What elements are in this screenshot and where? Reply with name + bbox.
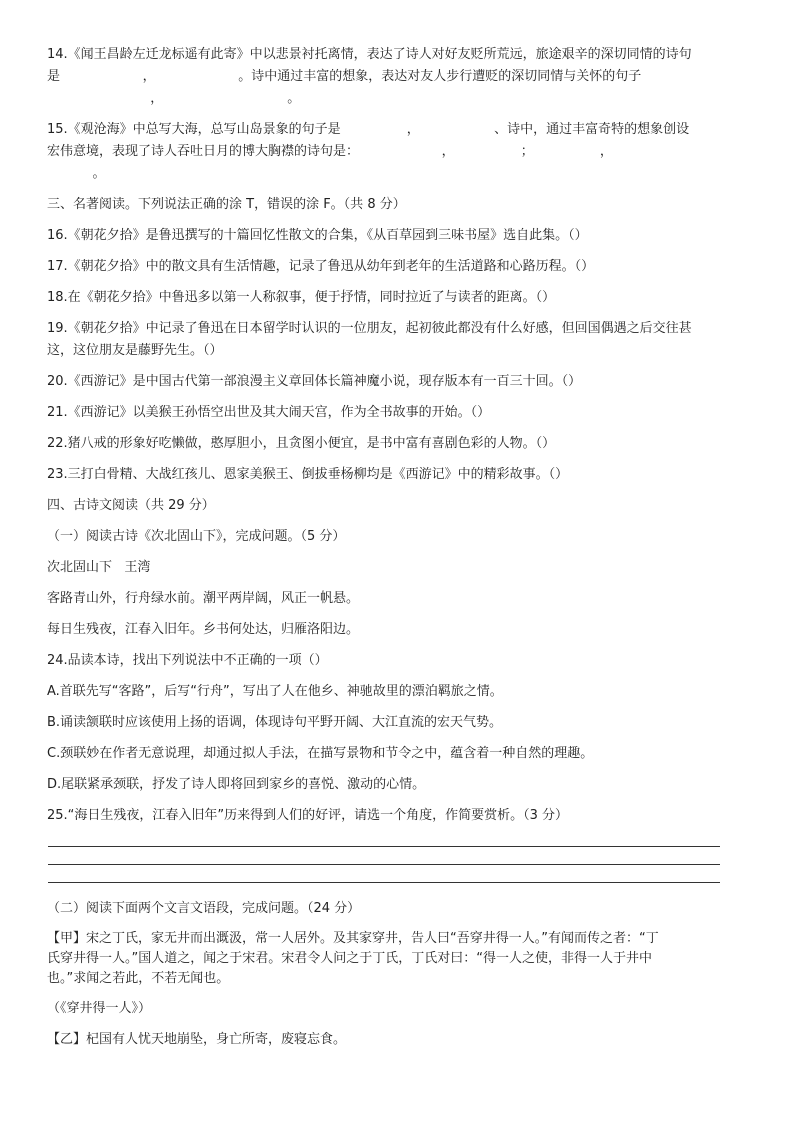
yi-text: 【乙】杞国有人忧天地崩坠，身亡所寄，废寝忘食。	[47, 1032, 347, 1047]
q24: 24.品读本诗，找出下列说法中不正确的一项（）	[47, 653, 328, 668]
exam-page	[47, 44, 747, 827]
poem-line: 每日生残夜，江春入旧年。乡书何处达，归雁洛阳边。	[47, 622, 360, 637]
q24-option-b: B.诵读颔联时应该使用上扬的语调，体现诗句平野开阔、大江直流的宏天气势。	[47, 715, 503, 730]
q21: 21.《西游记》以美猴王孙悟空出世及其大闹天宫，作为全书故事的开始。（）	[47, 405, 491, 420]
q14-line3: ， 。	[47, 91, 301, 106]
q24-option-c: C.颈联妙在作者无意说理，却通过拟人手法，在描写景物和节令之中，蕴含着一种自然的理趣。	[47, 746, 594, 761]
jia-line3: 也。”求闻之若此，不若无闻也。	[47, 971, 230, 986]
answer-line	[48, 882, 720, 883]
q15-line3: 。	[47, 166, 106, 181]
q23: 23.三打白骨精、大战红孩儿、恩家美猴王、倒拔垂杨柳均是《西游记》中的精彩故事。（）	[47, 467, 569, 482]
q17: 17.《朝花夕拾》中的散文具有生活情趣，记录了鲁迅从幼年到老年的生活道路和心路历程。（）	[47, 259, 595, 274]
poem-title: 次北固山下 王湾	[47, 560, 151, 575]
section4-heading: 四、古诗文阅读（共 29 分）	[47, 498, 215, 513]
q15-line2: 宏伟意境，表现了诗人吞吐日月的博大胸襟的诗句是： ， ； ，	[47, 144, 613, 159]
jia-line1: 【甲】宋之丁氏，家无井而出溉汲，常一人居外。及其家穿井，告人曰“吾穿井得一人。”有闻而传之者：“丁	[47, 931, 659, 946]
q22: 22.猪八戒的形象好吃懒做，憨厚胆小，且贪图小便宜，是书中富有喜剧色彩的人物。（）	[47, 436, 556, 451]
q24-option-d: D.尾联紧承颈联，抒发了诗人即将回到家乡的喜悦、激动的心情。	[47, 777, 426, 792]
q15-line1: 15.《观沧海》中总写大海，总写山岛景象的句子是 ， 、诗中，通过丰富奇特的想象创设	[47, 122, 690, 137]
q25: 25.“海日生残夜，江春入旧年”历来得到人们的好评，请选一个角度，作简要赏析。（3 分）	[47, 808, 569, 823]
q14-line2: 是 ， 。诗中通过丰富的想象，表达对友人步行遭贬的深切同情与关怀的句子	[47, 69, 642, 84]
jia-line2: 氏穿井得一人。”国人道之，闻之于宋君。宋君令人问之于丁氏，丁氏对曰：“得一人之使，非得一人于井中	[47, 951, 652, 966]
section4-sub1: （一）阅读古诗《次北固山下》，完成问题。（5 分）	[47, 529, 346, 544]
classical-section	[47, 898, 747, 1051]
jia-source: （《穿井得一人》）	[47, 1001, 152, 1016]
section4-sub2: （二）阅读下面两个文言文语段，完成问题。（24 分）	[47, 901, 361, 916]
answer-line	[48, 864, 720, 865]
q24-option-a: A.首联先写“客路”，后写“行舟”，写出了人在他乡、神驰故里的漂泊羁旅之情。	[47, 684, 503, 699]
poem-line: 客路青山外，行舟绿水前。潮平两岸阔，风正一帆悬。	[47, 591, 360, 606]
answer-line	[48, 846, 720, 847]
q16: 16.《朝花夕拾》是鲁迅撰写的十篇回忆性散文的合集，《从百草园到三味书屋》选自此集。（）	[47, 228, 588, 243]
q19-line1: 19.《朝花夕拾》中记录了鲁迅在日本留学时认识的一位朋友，起初彼此都没有什么好感，但回国偶遇之后交往甚	[47, 321, 692, 336]
q18: 18.在《朝花夕拾》中鲁迅多以第一人称叙事，便于抒情，同时拉近了与读者的距离。（）	[47, 290, 556, 305]
q14-line1: 14.《闻王昌龄左迁龙标遥有此寄》中以悲景衬托离情，表达了诗人对好友贬所荒远，旅途艰辛的深切同情的诗句	[47, 47, 692, 62]
q19-line2: 这，这位朋友是藤野先生。（）	[47, 343, 223, 358]
q20: 20.《西游记》是中国古代第一部浪漫主义章回体长篇神魔小说，现存版本有一百三十回。（）	[47, 374, 582, 389]
section3-heading: 三、名著阅读。下列说法正确的涂 T，错误的涂 F。（共 8 分）	[47, 197, 406, 212]
